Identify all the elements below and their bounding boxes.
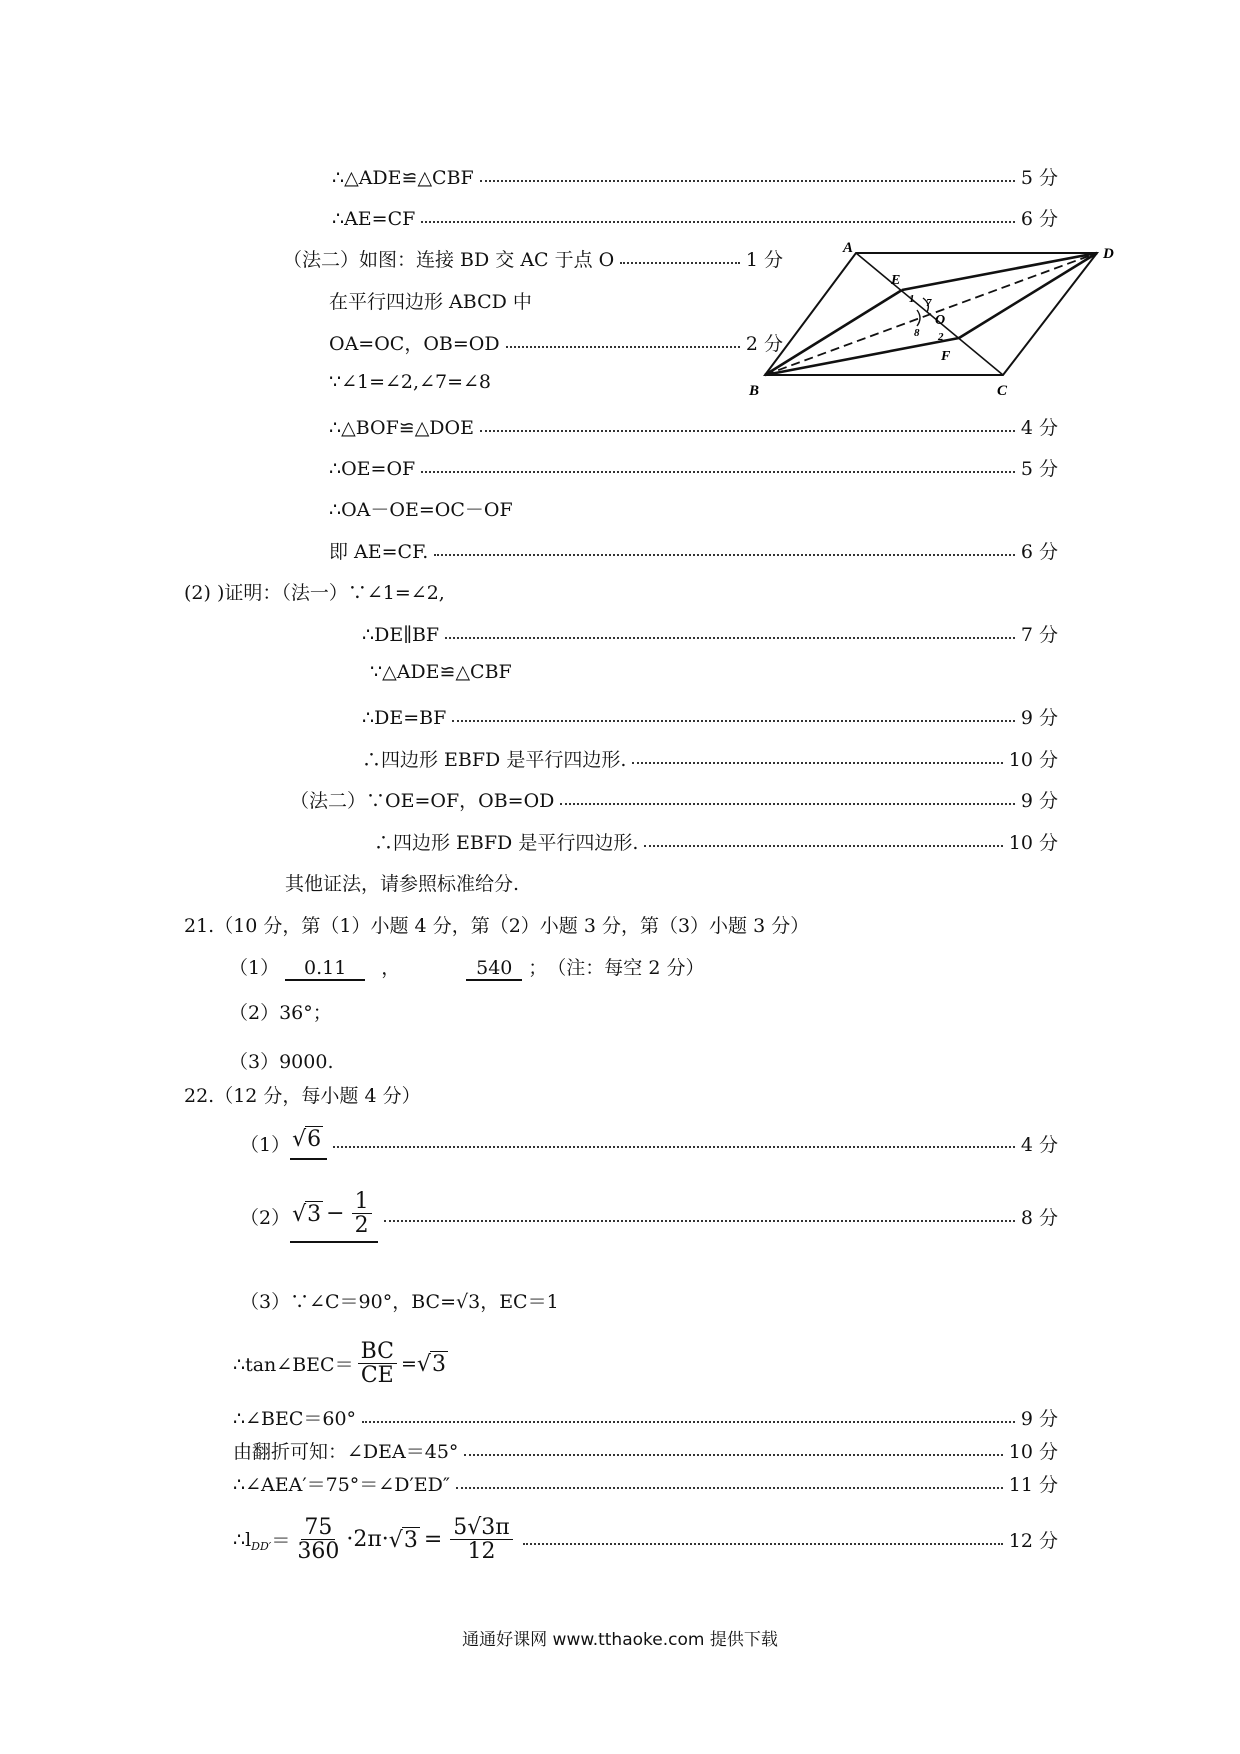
radicand: 3 <box>307 1201 322 1227</box>
radicand: 6 <box>307 1127 322 1152</box>
proof-line <box>362 703 1058 730</box>
leader-dots <box>523 1543 1003 1545</box>
line-text: (2) )证明：（法一）∵∠1=∠2, <box>184 582 445 604</box>
answer-21-1 <box>229 953 704 981</box>
leader-dots <box>434 554 1015 556</box>
score: 10 分 <box>1008 1441 1058 1463</box>
line-text: ∴四边形 EBFD 是平行四边形. <box>362 749 627 771</box>
vertex-label-b: B <box>749 383 760 399</box>
line-text: ∴∠AEA′＝75°＝∠D′ED″ <box>233 1474 450 1496</box>
proof-line <box>362 745 1058 772</box>
leader-dots <box>560 803 1014 805</box>
equals: ＝ <box>271 1530 291 1553</box>
question-22-header: 22.（12 分，每小题 4 分） <box>184 1085 421 1107</box>
numerator: 5√3π <box>450 1516 512 1540</box>
line-text: ∴tan∠BEC＝ <box>233 1354 354 1377</box>
proof-line <box>240 1126 1058 1160</box>
line-text: （法二）如图：连接 BD 交 AC 于点 O <box>283 249 615 271</box>
answer-underlined <box>290 1190 377 1243</box>
leader-dots <box>620 262 740 264</box>
tan-line <box>233 1340 448 1387</box>
line-text: ∵∠1=∠2,∠7=∠8 <box>329 371 492 393</box>
equals: = <box>401 1352 417 1375</box>
proof-line <box>362 620 1058 647</box>
angle-label-2: 2 <box>938 331 944 343</box>
fraction <box>294 1516 342 1563</box>
leader-dots <box>445 637 1015 639</box>
leader-dots <box>506 346 740 348</box>
proof-line <box>283 245 783 272</box>
note: ； （注：每空 2 分） <box>528 957 705 979</box>
denominator: 2 <box>354 1213 369 1239</box>
leader-dots <box>384 1220 1015 1222</box>
fraction <box>450 1516 512 1563</box>
line-text: ∴l <box>233 1528 252 1551</box>
sqrt-expr: √ 3 <box>388 1527 418 1553</box>
leader-dots <box>421 471 1015 473</box>
label: （1） <box>229 957 280 979</box>
line-text: OA=OC，OB=OD <box>329 333 500 355</box>
score: 7 分 <box>1020 624 1058 646</box>
radicand: 3 <box>431 1351 446 1377</box>
answer-underlined <box>290 1126 327 1160</box>
sqrt-expr: √ 3 <box>416 1351 446 1377</box>
sqrt-expr: √ 6 <box>292 1127 322 1152</box>
proof-line <box>332 204 1058 231</box>
leader-dots <box>362 1421 1015 1423</box>
point-label-f: F <box>941 349 951 364</box>
score: 12 分 <box>1008 1530 1058 1553</box>
numerator: 75 <box>301 1516 335 1540</box>
proof-line <box>329 413 1058 440</box>
line-text: （法二）∵OE=OF，OB=OD <box>290 790 555 812</box>
answer-21-2: （2）36°； <box>229 1002 332 1024</box>
angle-label-7: 7 <box>926 297 932 309</box>
point-label-e: E <box>891 273 901 288</box>
fraction <box>358 1340 397 1387</box>
line-text: ∴OE=OF <box>329 458 416 480</box>
line-text: ∴△BOF≌△DOE <box>329 417 474 439</box>
leader-dots <box>644 845 1002 847</box>
leader-dots <box>464 1454 1002 1456</box>
leader-dots <box>421 221 1015 223</box>
line-text: ∴AE=CF <box>332 208 416 230</box>
leader-dots <box>452 720 1015 722</box>
footer-credit: 通通好课网 www.tthaoke.com 提供下载 <box>462 1630 778 1650</box>
minus: − <box>326 1201 345 1227</box>
equals: = <box>423 1527 443 1553</box>
angle-arc <box>917 310 920 326</box>
line-text: ∴OA－OE=OC－OF <box>329 499 513 521</box>
proof-line <box>329 329 783 356</box>
question-21-header: 21.（10 分，第（1）小题 4 分，第（2）小题 3 分，第（3）小题 3 分） <box>184 915 810 937</box>
denominator: 360 <box>297 1539 340 1565</box>
line-text: ∴四边形 EBFD 是平行四边形. <box>374 832 639 854</box>
numerator: 1 <box>352 1190 372 1214</box>
arc-length-expr <box>233 1516 517 1563</box>
score: 8 分 <box>1020 1207 1058 1230</box>
line-text: 其他证法，请参照标准给分. <box>285 873 520 895</box>
proof-line <box>329 454 1058 481</box>
angle-label-8: 8 <box>914 327 920 339</box>
line-text: （3）∵∠C＝90°，BC=√3，EC＝1 <box>240 1291 559 1313</box>
score: 1 分 <box>745 249 783 271</box>
leader-dots <box>456 1487 1003 1489</box>
radicand: 3 <box>403 1527 418 1553</box>
proof-line <box>240 1190 1058 1243</box>
score: 9 分 <box>1020 1408 1058 1430</box>
proof-line <box>233 1470 1058 1497</box>
diagonal-bd-dashed <box>765 253 1097 375</box>
score: 5 分 <box>1020 167 1058 189</box>
answer-blank: 540 <box>466 957 522 981</box>
score: 9 分 <box>1020 790 1058 812</box>
answer-21-3: （3）9000. <box>229 1051 334 1073</box>
product-term: ·2π· <box>346 1527 389 1553</box>
leader-dots <box>480 180 1015 182</box>
vertex-label-d: D <box>1103 246 1114 262</box>
line-text: ∵△ADE≌△CBF <box>370 661 512 683</box>
leader-dots <box>632 762 1002 764</box>
sqrt-expr: √ 3 <box>292 1201 322 1227</box>
numerator: BC <box>358 1340 397 1364</box>
vertex-label-a: A <box>843 240 854 256</box>
line-text: ∴∠BEC＝60° <box>233 1408 357 1430</box>
angle-label-1: 1 <box>909 293 915 305</box>
vertex-label-c: C <box>997 383 1008 399</box>
proof-line <box>233 1404 1058 1431</box>
parallelogram-figure <box>745 240 1125 410</box>
label: （1） <box>240 1133 291 1156</box>
line-text: 在平行四边形 ABCD 中 <box>329 291 532 313</box>
score: 2 分 <box>745 333 783 355</box>
label: （2） <box>240 1207 291 1230</box>
score: 10 分 <box>1008 749 1058 771</box>
score: 10 分 <box>1008 832 1058 854</box>
leader-dots <box>333 1146 1015 1148</box>
proof-line <box>290 786 1058 813</box>
arc-subscript: DD′ <box>251 1540 272 1554</box>
proof-line <box>329 537 1058 564</box>
denominator: CE <box>360 1363 394 1389</box>
line-text: ∴DE∥BF <box>362 624 440 646</box>
line-text: 由翻折可知：∠DEA＝45° <box>233 1441 459 1463</box>
proof-line <box>374 828 1058 855</box>
line-text: ∴△ADE≌△CBF <box>332 167 474 189</box>
fraction <box>352 1190 372 1237</box>
point-label-o: O <box>935 313 946 328</box>
proof-line <box>332 163 1058 190</box>
line-text: ∴DE=BF <box>362 707 447 729</box>
proof-line <box>233 1437 1058 1464</box>
line-text: 即 AE=CF. <box>329 541 429 563</box>
score: 9 分 <box>1020 707 1058 729</box>
score: 5 分 <box>1020 458 1058 480</box>
score: 6 分 <box>1020 208 1058 230</box>
score: 4 分 <box>1020 1133 1058 1156</box>
leader-dots <box>480 430 1015 432</box>
proof-line <box>233 1516 1058 1563</box>
denominator: 12 <box>467 1539 496 1565</box>
answer-blank: 0.11 <box>285 957 365 981</box>
score: 6 分 <box>1020 541 1058 563</box>
score: 11 分 <box>1008 1474 1058 1496</box>
score: 4 分 <box>1020 417 1058 439</box>
separator: ， <box>381 957 401 979</box>
